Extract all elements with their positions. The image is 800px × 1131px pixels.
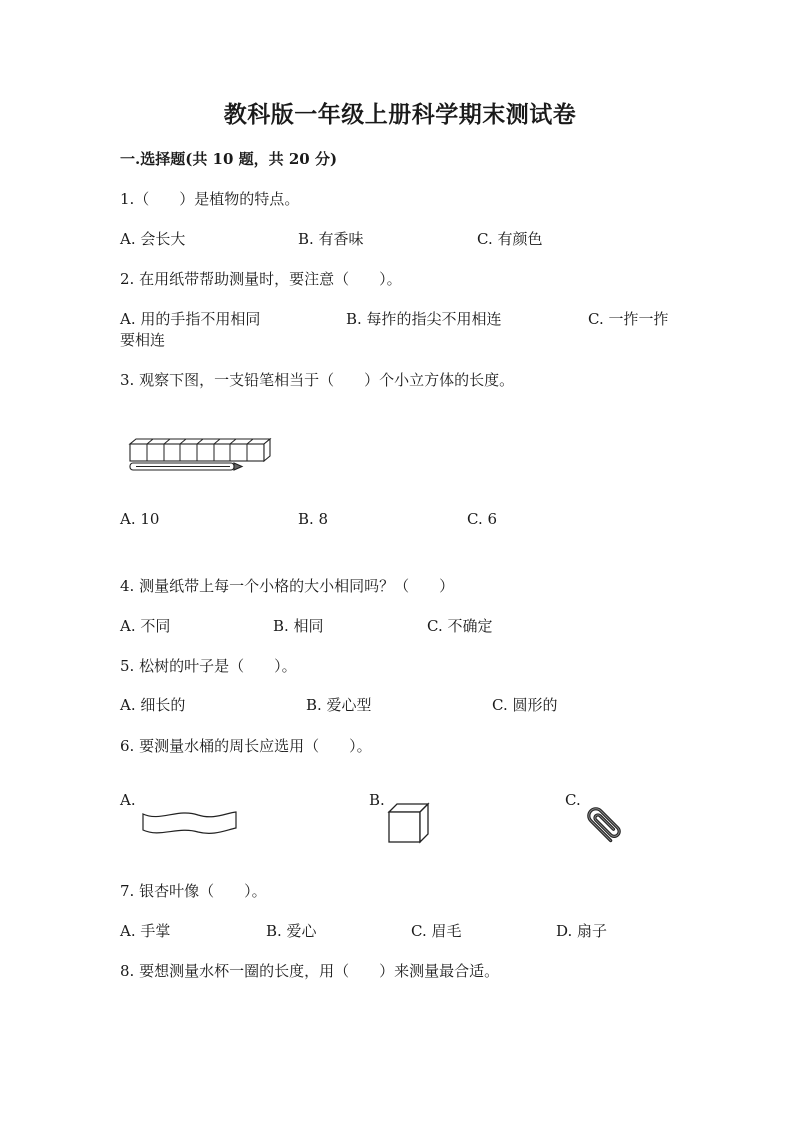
q5-option-b[interactable]: B. 爱心型 <box>306 696 372 714</box>
q3-option-a[interactable]: A. 10 <box>120 510 160 528</box>
question-8: 8. 要想测量水杯一圈的长度，用（ ）来测量最合适。 <box>120 962 500 980</box>
q3-option-c[interactable]: C. 6 <box>467 510 498 528</box>
q1-option-c[interactable]: C. 有颜色 <box>477 230 543 248</box>
paper-strip-icon <box>140 808 240 840</box>
q2-option-c[interactable]: C. 一拃一拃 <box>588 310 669 328</box>
question-4: 4. 测量纸带上每一个小格的大小相同吗？（ ） <box>120 577 455 595</box>
q7-option-b[interactable]: B. 爱心 <box>266 922 317 940</box>
q4-option-a[interactable]: A. 不同 <box>120 617 171 635</box>
q7-option-d[interactable]: D. 扇子 <box>556 922 608 940</box>
cube-icon <box>386 801 432 845</box>
question-1: 1.（ ）是植物的特点。 <box>120 190 300 208</box>
q4-option-c[interactable]: C. 不确定 <box>427 617 493 635</box>
q5-option-c[interactable]: C. 圆形的 <box>492 696 558 714</box>
q1-option-b[interactable]: B. 有香味 <box>298 230 364 248</box>
question-5: 5. 松树的叶子是（ ）。 <box>120 657 297 675</box>
q7-option-a[interactable]: A. 手掌 <box>120 922 171 940</box>
question-2: 2. 在用纸带帮助测量时，要注意（ ）。 <box>120 270 402 288</box>
page-title: 教科版一年级上册科学期末测试卷 <box>223 101 577 128</box>
section-heading: 一.选择题(共 10 题，共 20 分) <box>120 150 338 168</box>
q2-option-c-continued: 要相连 <box>120 331 166 349</box>
q5-option-a[interactable]: A. 细长的 <box>120 696 186 714</box>
q6-option-c[interactable]: C. <box>565 791 581 809</box>
q3-option-b[interactable]: B. 8 <box>298 510 329 528</box>
question-6: 6. 要测量水桶的周长应选用（ ）。 <box>120 737 372 755</box>
q4-option-b[interactable]: B. 相同 <box>273 617 324 635</box>
question-3: 3. 观察下图，一支铅笔相当于（ ）个小立方体的长度。 <box>120 371 515 389</box>
question-7: 7. 银杏叶像（ ）。 <box>120 882 267 900</box>
q6-option-b[interactable]: B. <box>369 791 385 809</box>
paper-clip-icon <box>580 800 630 850</box>
q1-option-a[interactable]: A. 会长大 <box>120 230 186 248</box>
pencil-and-cubes-figure <box>126 436 276 474</box>
q6-option-a[interactable]: A. <box>120 791 136 809</box>
q7-option-c[interactable]: C. 眉毛 <box>411 922 462 940</box>
q2-option-b[interactable]: B. 每拃的指尖不用相连 <box>346 310 502 328</box>
q2-option-a[interactable]: A. 用的手指不用相同 <box>120 310 261 328</box>
